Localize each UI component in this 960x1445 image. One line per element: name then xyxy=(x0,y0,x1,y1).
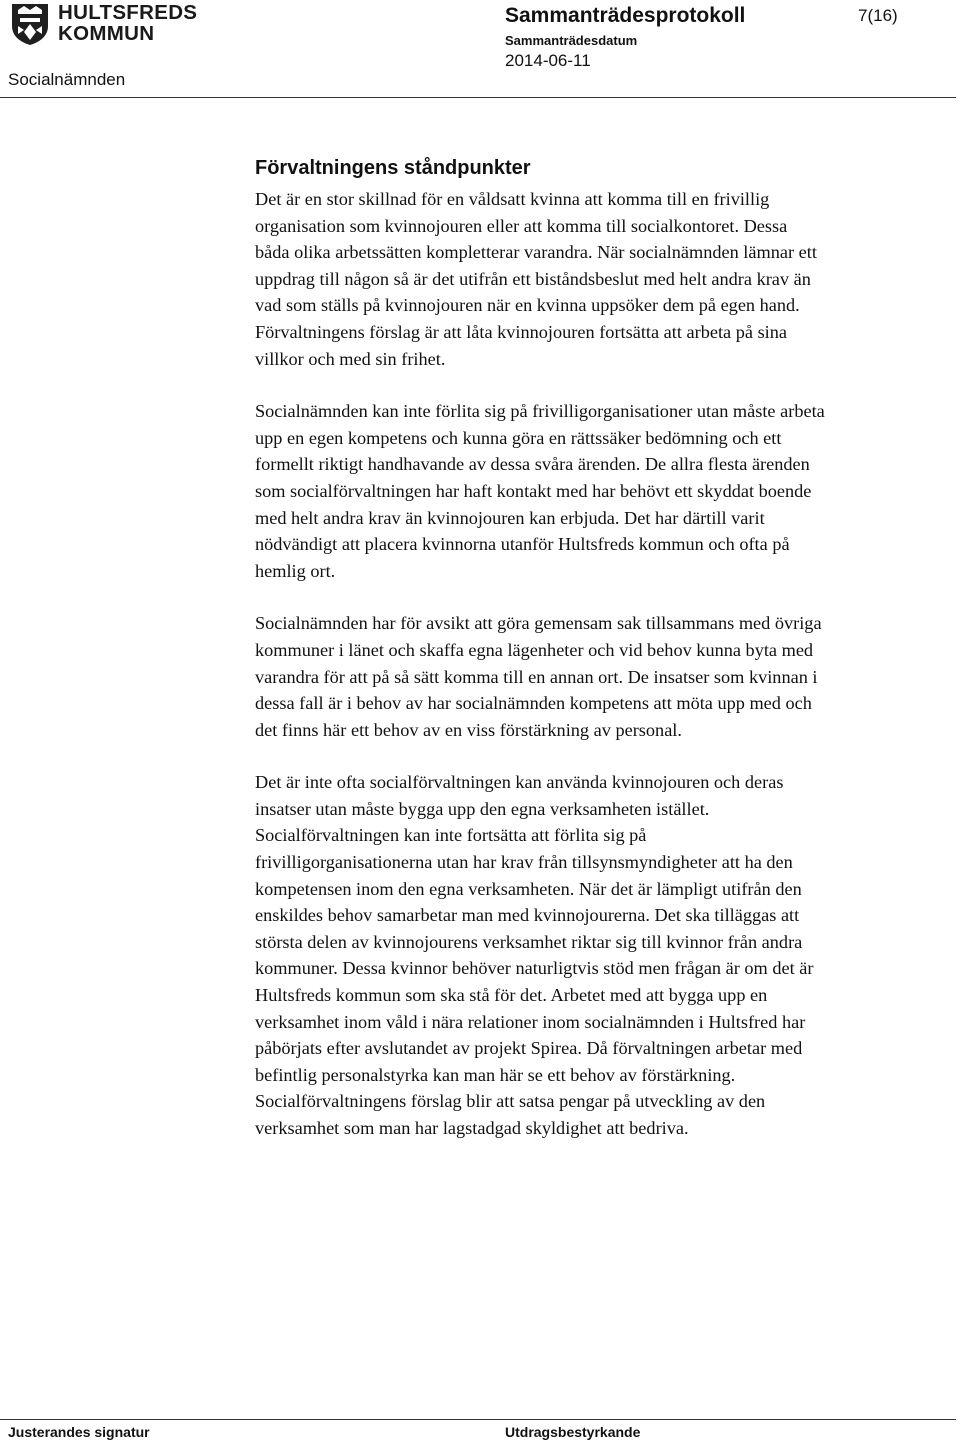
paragraph-line: Det är en stor skillnad för en våldsatt kvinna att komma till en frivillig xyxy=(255,189,770,209)
signature-label: Justerandes signatur xyxy=(8,1424,150,1440)
paragraph-line: verksamhet inom våld i nära relationer inom socialnämnden i Hultsfred har xyxy=(255,1011,806,1032)
paragraph-line: kommuner i länet och skaffa egna lägenheter och vid behov kunna byta med xyxy=(255,639,814,660)
paragraph-line: Socialförvaltningen kan inte fortsätta att förlita sig på xyxy=(255,825,647,846)
logo-text-line1: HULTSFREDS xyxy=(58,1,198,24)
paragraph-line: enskildes behov samarbetar man med kvinnojourerna. Det ska tilläggas att xyxy=(255,905,800,926)
document-title: Sammanträdesprotokoll xyxy=(505,4,746,27)
paragraph-line: som socialförvaltningen har haft kontakt med har behövt ett skyddat boende xyxy=(255,480,812,501)
paragraph-line: hemlig ort. xyxy=(255,560,336,581)
paragraph-line: kompetensen inom den egna verksamheten. När det är lämpligt utifrån den xyxy=(255,878,802,899)
body-paragraph xyxy=(255,186,955,372)
coat-of-arms-icon xyxy=(10,2,50,46)
paragraph-line: frivilligorganisationerna utan har krav från tillsynsmyndigheter att ha den xyxy=(255,852,793,873)
paragraph-line: formellt riktigt handhavande av dessa svåra ärenden. De allra flesta ärenden xyxy=(255,454,810,475)
header-divider xyxy=(0,97,956,98)
page-number: 7(16) xyxy=(858,6,898,25)
section-heading: Förvaltningens ståndpunkter xyxy=(255,157,531,179)
paragraph-line: varandra för att på så sätt komma till en annan ort. De insatser som kvinnan i xyxy=(255,666,818,687)
paragraph-line: vad som ställs på kvinnojouren när en kvinna uppsöker dem på egen hand. xyxy=(255,295,800,316)
paragraph-line: kommuner. Dessa kvinnor behöver naturligtvis stöd men frågan är om det är xyxy=(255,958,814,979)
paragraph-line: befintlig personalstyrka kan man här se ett behov av förstärkning. xyxy=(255,1064,736,1085)
paragraph-line: Socialförvaltningens förslag blir att satsa pengar på utveckling av den xyxy=(255,1091,766,1112)
paragraph-line: med helt andra krav än kvinnojouren kan erbjuda. Det har därtill varit xyxy=(255,507,765,528)
paragraph-line: Socialnämnden har för avsikt att göra gemensam sak tillsammans med övriga xyxy=(255,613,822,634)
paragraph-line: upp en egen kompetens och kunna göra en rättssäker bedömning och ett xyxy=(255,427,782,448)
meeting-date-label: Sammanträdesdatum xyxy=(505,33,638,48)
paragraph-line: Socialnämnden kan inte förlita sig på frivilligorganisationer utan måste arbeta xyxy=(255,401,825,422)
paragraph-list xyxy=(255,186,955,1142)
paragraph-line: Det är inte ofta socialförvaltningen kan använda kvinnojouren och deras xyxy=(255,772,784,793)
municipality-logo xyxy=(10,1,198,46)
paragraph-line: Förvaltningens förslag är att låta kvinnojouren fortsätta att arbeta på sina xyxy=(255,321,788,342)
paragraph-line: Hultsfreds kommun som ska stå för det. Arbetet med att bygga upp en xyxy=(255,985,768,1006)
body-paragraph xyxy=(255,610,955,743)
paragraph-line: organisation som kvinnojouren eller att komma till socialkontoret. Dessa xyxy=(255,215,788,236)
paragraph-line: påbörjats efter avslutandet av projekt Spirea. Då förvaltningen arbetar med xyxy=(255,1038,803,1059)
paragraph-line: insatser utan måste bygga upp den egna verksamheten istället. xyxy=(255,798,710,819)
body-paragraph xyxy=(255,769,955,1141)
logo-text-line2: KOMMUN xyxy=(58,22,155,45)
document-body xyxy=(255,155,955,1168)
paragraph-line: verksamhet som man har lagstadgad skyldighet att bedriva. xyxy=(255,1118,689,1138)
extract-certification-label: Utdragsbestyrkande xyxy=(505,1424,641,1440)
meeting-date: 2014-06-11 xyxy=(505,51,591,70)
footer-divider xyxy=(0,1419,956,1420)
paragraph-line: största delen av kvinnojourens verksamhet riktar sig till kvinnor från andra xyxy=(255,931,803,952)
paragraph-line: båda olika arbetssätten kompletterar varandra. När socialnämnden lämnar ett xyxy=(255,242,817,263)
body-paragraph xyxy=(255,398,955,584)
department-name: Socialnämnden xyxy=(8,70,126,89)
paragraph-line: villkor och med sin frihet. xyxy=(255,348,446,369)
paragraph-line: uppdrag till någon så är det utifrån ett biståndsbeslut med helt andra krav än xyxy=(255,268,811,289)
paragraph-line: det finns här ett behov av en viss förstärkning av personal. xyxy=(255,719,682,740)
paragraph-line: dessa fall är i behov av har socialnämnden kompetens att möta upp med och xyxy=(255,693,812,714)
paragraph-line: nödvändigt att placera kvinnorna utanför Hultsfreds kommun och ofta på xyxy=(255,534,790,555)
